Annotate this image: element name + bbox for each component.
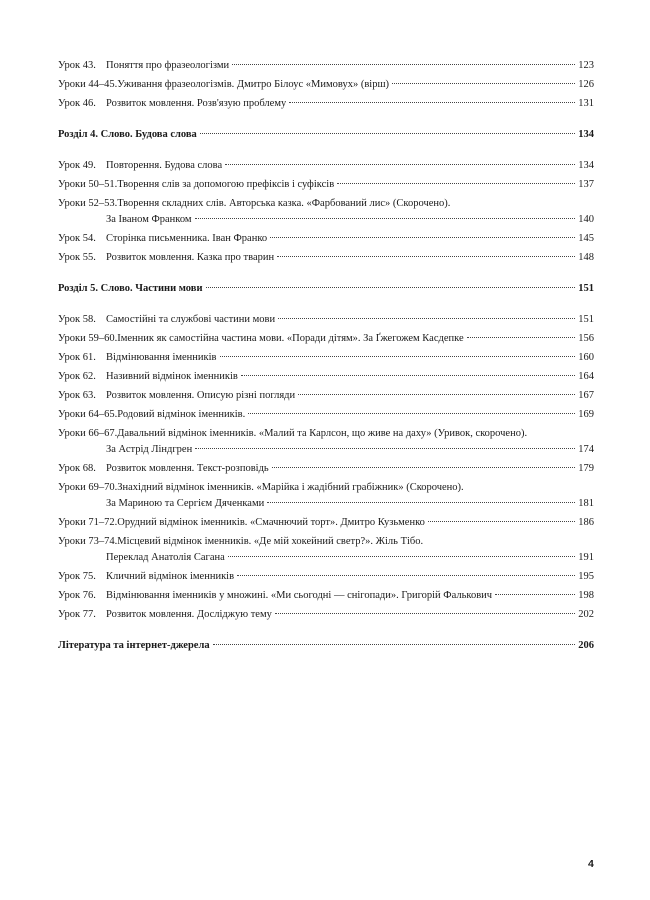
- toc-lesson-label: Урок 55.: [58, 252, 96, 263]
- toc-lesson-title: Кличний відмінок іменників: [106, 571, 235, 582]
- toc-page-number: 195: [578, 571, 594, 582]
- toc-lesson-title: Поняття про фразеологізми: [106, 60, 230, 71]
- toc-page-number: 181: [578, 498, 594, 509]
- dot-leader: [220, 356, 576, 357]
- toc-lesson-label: Урок 77.: [58, 609, 96, 620]
- toc-page-number: 137: [578, 179, 594, 190]
- toc-entry: [58, 407, 594, 423]
- toc-lesson-title: Розвиток мовлення. Описую різні погляди: [106, 390, 296, 401]
- toc-lesson-label: Уроки 71–72.: [58, 517, 118, 528]
- dot-leader: [232, 64, 575, 65]
- toc-lesson-title: Уживання фразеологізмів. Дмитро Білоус «Мимовух» (вірш): [117, 79, 390, 90]
- toc-entry: [58, 388, 594, 404]
- dot-leader: [267, 502, 575, 503]
- toc-lesson-title: Знахідний відмінок іменників. «Марійка і жадібний грабіжник» (Скорочено).: [117, 482, 464, 493]
- toc-lesson-title: Самостійні та службові частини мови: [106, 314, 276, 325]
- toc-lesson-label: Урок 62.: [58, 371, 96, 382]
- dot-leader: [272, 467, 576, 468]
- toc-page-number: 156: [578, 333, 594, 344]
- toc-lesson-title: Родовий відмінок іменників.: [117, 409, 246, 420]
- toc-lesson-label: Уроки 69–70.: [58, 482, 118, 493]
- toc-lesson-label: Урок 46.: [58, 98, 96, 109]
- toc-page-number: 151: [578, 283, 594, 294]
- toc-lesson-title: Давальний відмінок іменників. «Малий та Карлсон, що живе на даху» (Уривок, скорочено).: [117, 428, 528, 439]
- toc-lesson-label: Урок 43.: [58, 60, 96, 71]
- toc-lesson-label: Урок 54.: [58, 233, 96, 244]
- toc-entry: [58, 480, 594, 512]
- toc-lesson-label: Урок 75.: [58, 571, 96, 582]
- dot-leader: [270, 237, 575, 238]
- dot-leader: [467, 337, 576, 338]
- toc-lesson-title-cont: За Іваном Франком: [106, 214, 192, 225]
- dot-leader: [200, 133, 575, 134]
- toc-lesson-title: Розвиток мовлення. Досліджую тему: [106, 609, 272, 620]
- toc-entry: [58, 515, 594, 531]
- toc-lesson-label: Урок 49.: [58, 160, 96, 171]
- toc-section-heading: [58, 127, 594, 143]
- toc-lesson-label: Урок 76.: [58, 590, 96, 601]
- dot-leader: [495, 594, 575, 595]
- toc-entry: [58, 96, 594, 112]
- toc-lesson-title: Розвиток мовлення. Казка про тварин: [106, 252, 275, 263]
- toc-lesson-title: Розвиток мовлення. Текст-розповідь: [106, 463, 269, 474]
- toc-entry: [58, 331, 594, 347]
- dot-leader: [248, 413, 575, 414]
- toc-entry: [58, 461, 594, 477]
- dot-leader: [289, 102, 575, 103]
- toc-lesson-title-cont: Переклад Анатолія Сагана: [106, 552, 225, 563]
- dot-leader: [195, 448, 575, 449]
- toc-page-number: 164: [578, 371, 594, 382]
- toc-page-number: 134: [578, 129, 594, 140]
- toc-page-number: 174: [578, 444, 594, 455]
- toc-entry: [58, 369, 594, 385]
- toc-lesson-title: Розвиток мовлення. Розв'язую проблему: [106, 98, 287, 109]
- toc-page-number: 151: [578, 314, 594, 325]
- toc-section-title: Розділ 4. Слово. Будова слова: [58, 129, 197, 140]
- toc-lesson-label: Уроки 44–45.: [58, 79, 118, 90]
- toc-lesson-label: Урок 58.: [58, 314, 96, 325]
- toc-lesson-label: Уроки 73–74.: [58, 536, 118, 547]
- toc-page-number: 123: [578, 60, 594, 71]
- toc-entry: [58, 58, 594, 74]
- toc-entry: [58, 534, 594, 566]
- dot-leader: [428, 521, 575, 522]
- page-number: 4: [588, 858, 594, 870]
- toc-lesson-title: Орудний відмінок іменників. «Смачнючий торт». Дмитро Кузьменко: [117, 517, 425, 528]
- dot-leader: [195, 218, 576, 219]
- toc-entry: [58, 158, 594, 174]
- toc-lesson-title: Називний відмінок іменників: [106, 371, 238, 382]
- toc-lesson-label: Уроки 64–65.: [58, 409, 118, 420]
- dot-leader: [241, 375, 575, 376]
- toc-lesson-label: Уроки 50–51.: [58, 179, 118, 190]
- toc-lesson-title: Місцевий відмінок іменників. «Де мій хокейний светр?». Жіль Тібо.: [117, 536, 424, 547]
- dot-leader: [275, 613, 575, 614]
- toc-page-number: 179: [578, 463, 594, 474]
- toc-lesson-title-cont: За Мариною та Сергієм Дяченками: [106, 498, 265, 509]
- toc-entry: [58, 77, 594, 93]
- toc-lesson-label: Урок 68.: [58, 463, 96, 474]
- toc-lesson-label: Урок 63.: [58, 390, 96, 401]
- toc-entry: [58, 569, 594, 585]
- dot-leader: [278, 318, 575, 319]
- toc-entry: [58, 196, 594, 228]
- toc-section-title: Розділ 5. Слово. Частини мови: [58, 283, 203, 294]
- toc-lesson-label: Уроки 52–53.: [58, 198, 118, 209]
- toc-page-number: 198: [578, 590, 594, 601]
- toc-section-heading: [58, 638, 594, 654]
- toc-section-title: Література та інтернет-джерела: [58, 640, 210, 651]
- toc-entry: [58, 426, 594, 458]
- dot-leader: [237, 575, 575, 576]
- dot-leader: [337, 183, 575, 184]
- toc-page-number: 191: [578, 552, 594, 563]
- dot-leader: [298, 394, 575, 395]
- toc-page-number: 169: [578, 409, 594, 420]
- toc-lesson-title: Сторінка письменника. Іван Франко: [106, 233, 268, 244]
- toc-lesson-title-cont: За Астрід Ліндгрен: [106, 444, 193, 455]
- toc-entry: [58, 250, 594, 266]
- toc-lesson-label: Урок 61.: [58, 352, 96, 363]
- toc-entry: [58, 607, 594, 623]
- dot-leader: [225, 164, 575, 165]
- toc-lesson-label: Уроки 66–67.: [58, 428, 118, 439]
- toc-entry: [58, 177, 594, 193]
- toc-lesson-title: Відмінювання іменників у множині. «Ми сьогодні — снігопади». Григорій Фалькович: [106, 590, 493, 601]
- toc-page-number: 206: [578, 640, 594, 651]
- toc-entry: [58, 350, 594, 366]
- dot-leader: [392, 83, 575, 84]
- toc-page-number: 148: [578, 252, 594, 263]
- toc-entry: [58, 588, 594, 604]
- toc-page-number: 140: [578, 214, 594, 225]
- toc-lesson-title: Повторення. Будова слова: [106, 160, 223, 171]
- toc-page-number: 186: [578, 517, 594, 528]
- toc-page-number: 202: [578, 609, 594, 620]
- dot-leader: [206, 287, 576, 288]
- toc-section-heading: [58, 281, 594, 297]
- toc-entry: [58, 231, 594, 247]
- toc-entry: [58, 312, 594, 328]
- toc-lesson-title: Творення складних слів. Авторська казка. «Фарбований лис» (Скорочено).: [117, 198, 451, 209]
- toc-page-number: 134: [578, 160, 594, 171]
- toc-page-number: 160: [578, 352, 594, 363]
- toc-page-number: 131: [578, 98, 594, 109]
- toc-lesson-title: Іменник як самостійна частина мови. «Поради дітям». За Ґжегожем Касдепке: [117, 333, 464, 344]
- toc-lesson-label: Уроки 59–60.: [58, 333, 118, 344]
- table-of-contents: [58, 58, 594, 657]
- dot-leader: [228, 556, 575, 557]
- dot-leader: [277, 256, 575, 257]
- toc-page-number: 126: [578, 79, 594, 90]
- toc-lesson-title: Творення слів за допомогою префіксів і суфіксів: [117, 179, 335, 190]
- toc-page-number: 167: [578, 390, 594, 401]
- toc-lesson-title: Відмінювання іменників: [106, 352, 217, 363]
- toc-page-number: 145: [578, 233, 594, 244]
- dot-leader: [213, 644, 576, 645]
